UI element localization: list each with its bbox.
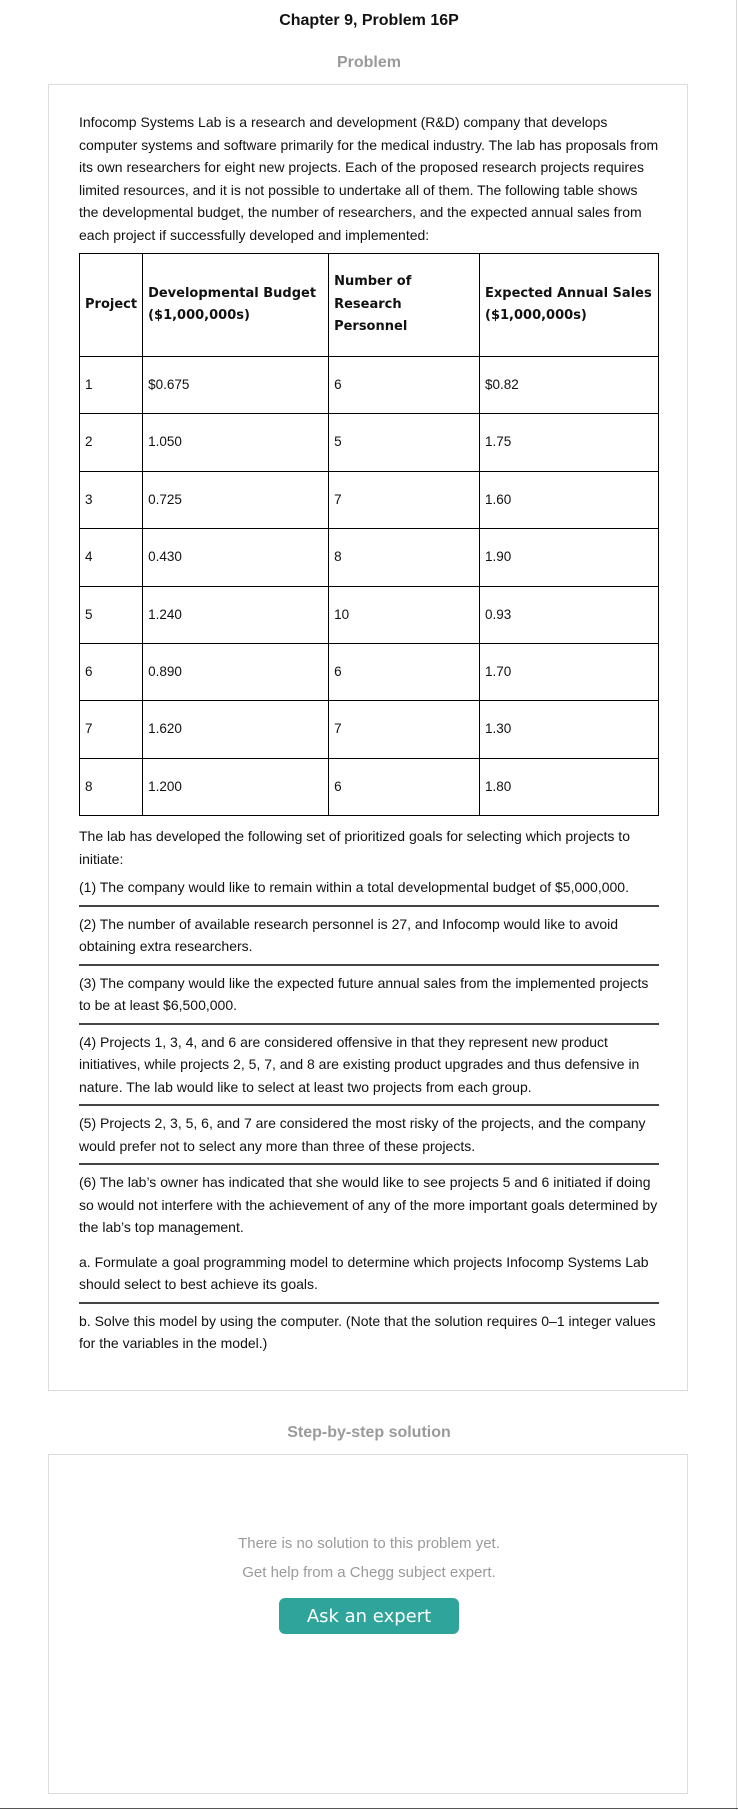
- table-cell: 4: [80, 529, 143, 586]
- goal-item: (4) Projects 1, 3, 4, and 6 are considered offensive in that they represent new product initiatives, while projects 2, 5, 7, and 8 are existing product upgrades and thus defensive in nature. The lab would like to select at least two projects from each group.: [79, 1025, 659, 1107]
- table-cell: 0.430: [143, 529, 329, 586]
- table-row: [80, 529, 659, 586]
- solution-card: [48, 1454, 688, 1794]
- page-border-bottom: [0, 1808, 738, 1809]
- table-cell: 1.050: [143, 414, 329, 471]
- ask-expert-button[interactable]: Ask an expert: [279, 1598, 459, 1634]
- table-cell: $0.82: [480, 357, 659, 414]
- table-header: Expected Annual Sales ($1,000,000s): [480, 254, 659, 357]
- page-title: Chapter 9, Problem 16P: [279, 12, 459, 29]
- table-cell: 8: [329, 529, 480, 586]
- projects-table: [79, 253, 659, 816]
- goal-item: (6) The lab’s owner has indicated that she would like to see projects 5 and 6 initiated if doing so would not interfere with the achievement of any of the more important goals determined by the lab’s top management.: [79, 1174, 658, 1236]
- table-cell: 6: [329, 758, 480, 815]
- table-cell: 1.75: [480, 414, 659, 471]
- goal-item: (5) Projects 2, 3, 5, 6, and 7 are considered the most risky of the projects, and the company would prefer not to select any more than three of these projects.: [79, 1106, 659, 1165]
- table-header: Number of Research Personnel: [329, 254, 480, 357]
- table-cell: 0.725: [143, 471, 329, 528]
- problem-card: [48, 84, 688, 1391]
- page-border-right: [736, 0, 737, 1810]
- part-a: a. Formulate a goal programming model to determine which projects Infocomp Systems Lab should select to best achieve its goals.: [79, 1245, 659, 1304]
- table-cell: 7: [329, 701, 480, 758]
- expert-help-message: Get help from a Chegg subject expert.: [242, 1564, 496, 1581]
- table-header-row: [80, 254, 659, 357]
- table-row: [80, 471, 659, 528]
- table-cell: 6: [80, 643, 143, 700]
- table-cell: 6: [329, 357, 480, 414]
- table-cell: 5: [80, 586, 143, 643]
- table-cell: 3: [80, 471, 143, 528]
- table-row: [80, 357, 659, 414]
- table-cell: 1.60: [480, 471, 659, 528]
- table-cell: 1.240: [143, 586, 329, 643]
- table-row: [80, 414, 659, 471]
- table-cell: 10: [329, 586, 480, 643]
- table-cell: 5: [329, 414, 480, 471]
- goal-item: (2) The number of available research personnel is 27, and Infocomp would like to avoid obtaining extra researchers.: [79, 907, 659, 966]
- table-cell: 1.70: [480, 643, 659, 700]
- table-row: [80, 758, 659, 815]
- table-row: [80, 701, 659, 758]
- table-cell: 1.620: [143, 701, 329, 758]
- no-solution-message: There is no solution to this problem yet.: [238, 1535, 500, 1552]
- table-cell: 1.90: [480, 529, 659, 586]
- table-header: Project: [80, 254, 143, 357]
- table-cell: 0.93: [480, 586, 659, 643]
- table-cell: 1: [80, 357, 143, 414]
- problem-section-title: Problem: [336, 54, 401, 71]
- table-cell: 0.890: [143, 643, 329, 700]
- table-cell: 6: [329, 643, 480, 700]
- solution-section-title: Step-by-step solution: [287, 1424, 451, 1441]
- table-row: [80, 643, 659, 700]
- table-cell: $0.675: [143, 357, 329, 414]
- table-cell: 1.80: [480, 758, 659, 815]
- table-cell: 7: [80, 701, 143, 758]
- goal-item: (1) The company would like to remain within a total developmental budget of $5,000,000.: [79, 870, 659, 907]
- table-cell: 8: [80, 758, 143, 815]
- goal-item: (3) The company would like the expected future annual sales from the implemented projects to be at least $6,500,000.: [79, 966, 659, 1025]
- table-cell: 1.30: [480, 701, 659, 758]
- problem-intro: Infocomp Systems Lab is a research and development (R&D) company that develops computer systems and software primarily for the medical industry. The lab has proposals from its own researchers for eight new projects. Each of the proposed research projects requires limited resources, and it is not possible to undertake all of them. The following table shows the developmental budget, the number of researchers, and the expected annual sales from each project if successfully developed and implemented:: [79, 114, 659, 243]
- table-cell: 1.200: [143, 758, 329, 815]
- goals-intro: The lab has developed the following set of prioritized goals for selecting which projects to initiate:: [79, 828, 630, 867]
- table-row: [80, 586, 659, 643]
- table-header: Developmental Budget ($1,000,000s): [143, 254, 329, 357]
- part-b: b. Solve this model by using the computer. (Note that the solution requires 0–1 integer values for the variables in the model.): [79, 1312, 656, 1352]
- table-cell: 7: [329, 471, 480, 528]
- problem-content: [79, 111, 659, 1361]
- table-cell: 2: [80, 414, 143, 471]
